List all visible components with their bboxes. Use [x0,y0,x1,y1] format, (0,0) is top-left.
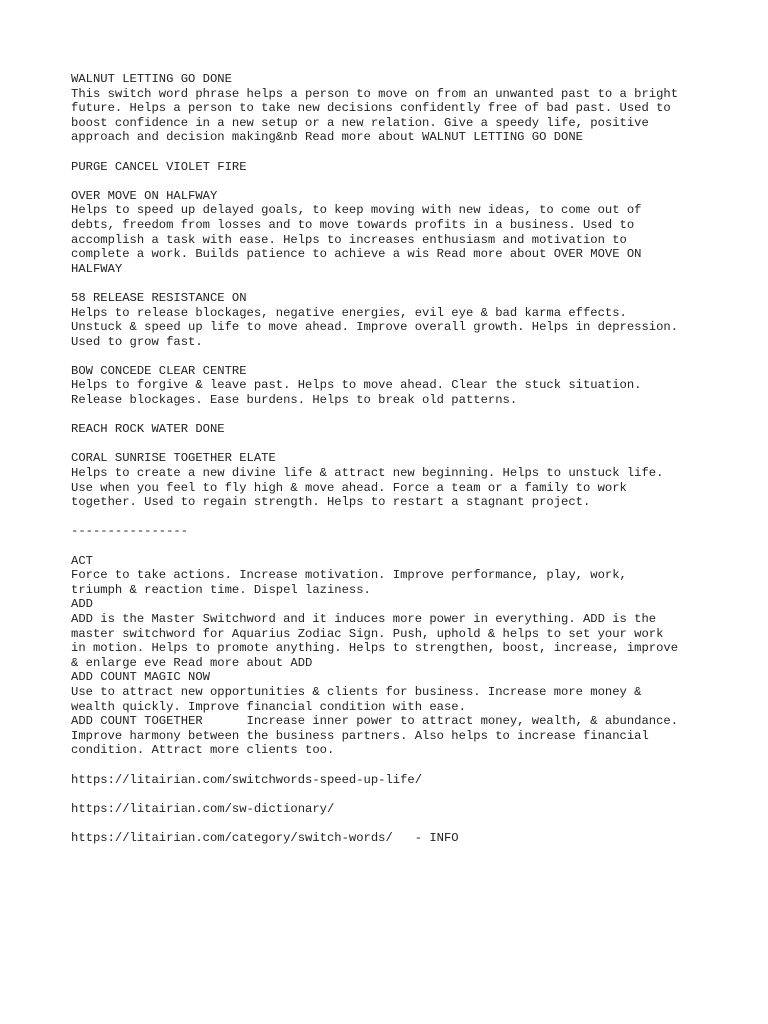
blank-line [71,816,731,831]
text-line: together. Used to regain strength. Helps to restart a stagnant project. [71,495,591,510]
url-line[interactable]: https://litairian.com/switchwords-speed-up-life/ [71,772,423,787]
document-body [71,72,731,845]
text-line: ADD COUNT MAGIC NOW [71,670,210,685]
text-line: Helps to create a new divine life & attract new beginning. Helps to unstuck life. [71,466,664,481]
blank-line [71,408,731,423]
text-line: ADD [71,597,93,612]
text-line: Force to take actions. Increase motivation. Improve performance, play, work, [71,568,627,583]
blank-line [71,174,731,189]
blank-line [71,787,731,802]
text-line: CORAL SUNRISE TOGETHER ELATE [71,451,276,466]
url-line[interactable]: https://litairian.com/sw-dictionary/ [71,801,335,816]
text-line: complete a work. Builds patience to achieve a wis Read more about OVER MOVE ON [71,247,642,262]
text-line: approach and decision making&nb Read more about WALNUT LETTING GO DONE [71,130,583,145]
text-line: condition. Attract more clients too. [71,743,335,758]
text-line: debts, freedom from losses and to move towards profits in a business. Used to [71,217,635,232]
text-line: triumph & reaction time. Dispel laziness. [71,582,371,597]
text-line: REACH ROCK WATER DONE [71,422,225,437]
blank-line [71,510,731,525]
text-line: PURGE CANCEL VIOLET FIRE [71,159,247,174]
text-line: Helps to speed up delayed goals, to keep moving with new ideas, to come out of [71,203,642,218]
text-line: This switch word phrase helps a person to move on from an unwanted past to a bright [71,86,679,101]
text-line: boost confidence in a new setup or a new relation. Give a speedy life, positive [71,115,649,130]
blank-line [71,349,731,364]
text-line: Use when you feel to fly high & move ahead. Force a team or a family to work [71,480,627,495]
text-line: OVER MOVE ON HALFWAY [71,188,218,203]
blank-line [71,758,731,773]
blank-line [71,539,731,554]
text-line: ACT [71,553,93,568]
text-line: WALNUT LETTING GO DONE [71,72,232,86]
text-line: & enlarge eve Read more about ADD [71,655,313,670]
text-line: Unstuck & speed up life to move ahead. Improve overall growth. Helps in depression. [71,320,679,335]
text-line: HALFWAY [71,261,123,276]
text-line: Release blockages. Ease burdens. Helps to break old patterns. [71,393,518,408]
text-line: BOW CONCEDE CLEAR CENTRE [71,363,247,378]
blank-line [71,145,731,160]
text-line: accomplish a task with ease. Helps to increases enthusiasm and motivation to [71,232,627,247]
url-line[interactable]: https://litairian.com/category/switch-words/ - INFO [71,830,459,845]
text-line: in motion. Helps to promote anything. Helps to strengthen, boost, increase, improve [71,641,679,656]
text-line: Helps to forgive & leave past. Helps to move ahead. Clear the stuck situation. [71,378,642,393]
text-line: 58 RELEASE RESISTANCE ON [71,290,247,305]
blank-line [71,437,731,452]
text-line: ---------------- [71,524,189,539]
blank-line [71,276,731,291]
text-line: ADD is the Master Switchword and it induces more power in everything. ADD is the [71,611,657,626]
text-line: wealth quickly. Improve financial condition with ease. [71,699,466,714]
text-line: Helps to release blockages, negative energies, evil eye & bad karma effects. [71,305,627,320]
text-line: future. Helps a person to take new decisions confidently free of bad past. Used to [71,101,671,116]
text-line: ADD COUNT TOGETHER Increase inner power to attract money, wealth, & abundance. [71,714,679,729]
text-line: Use to attract new opportunities & clients for business. Increase more money & [71,684,642,699]
text-line: master switchword for Aquarius Zodiac Sign. Push, uphold & helps to set your work [71,626,664,641]
text-line: Used to grow fast. [71,334,203,349]
text-line: Improve harmony between the business partners. Also helps to increase financial [71,728,649,743]
